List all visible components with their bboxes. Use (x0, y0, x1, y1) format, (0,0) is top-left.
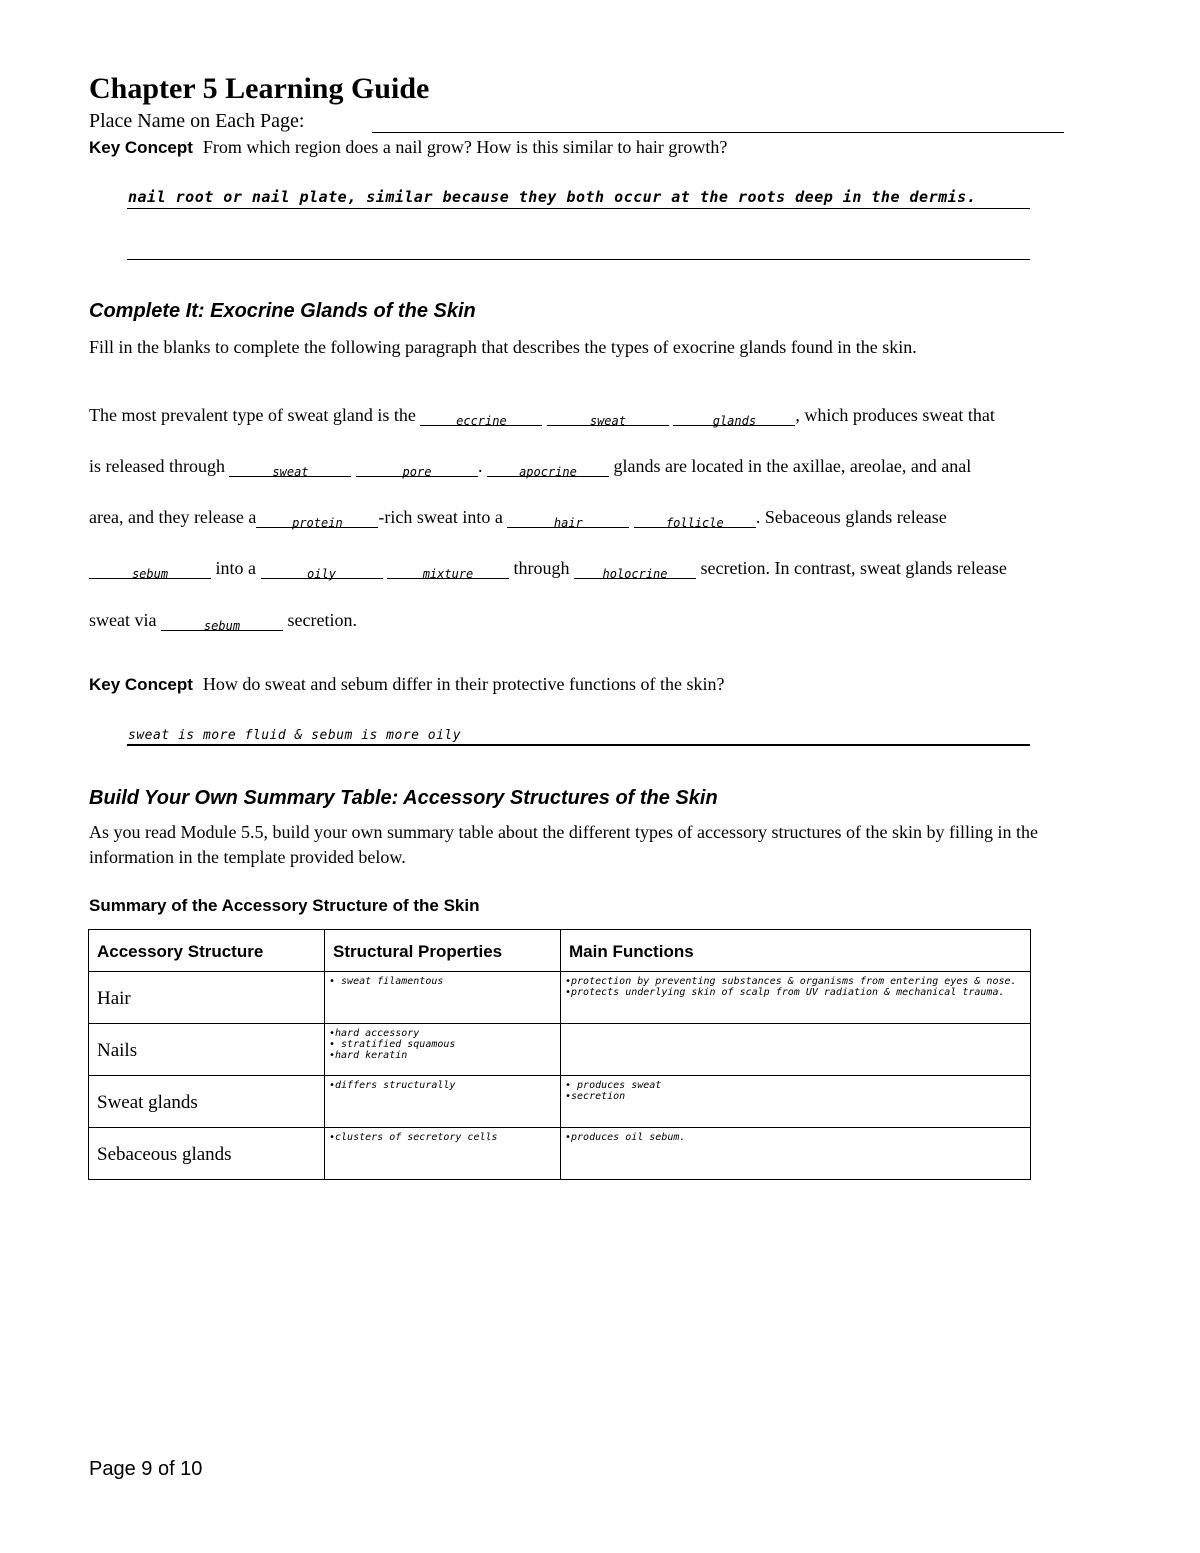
accessory-structures-table (88, 929, 1031, 1180)
cell-entry: •protects underlying skin of scalp from UV radiation & mechanical trauma. (565, 987, 1005, 998)
table-caption: Summary of the Accessory Structure of the Skin (89, 896, 480, 915)
blank-9[interactable] (634, 507, 756, 528)
cell-entry: • sweat filamentous (329, 976, 444, 987)
blank-1[interactable] (420, 405, 542, 426)
section-heading-exocrine: Complete It: Exocrine Glands of the Skin (89, 300, 476, 322)
table-header: Accessory Structure (89, 930, 325, 972)
cell-entry: •hard keratin (329, 1050, 408, 1061)
paragraph-line-4 (89, 558, 1007, 579)
paragraph-text: , which produces sweat that (795, 405, 995, 425)
name-line[interactable] (372, 132, 1064, 133)
paragraph-text: sweat via (89, 610, 157, 630)
blank-answer: mixture (422, 567, 474, 581)
paragraph-text: -rich sweat into a (378, 507, 503, 527)
blank-5[interactable] (356, 456, 478, 477)
page-number: Page 9 of 10 (89, 1458, 203, 1480)
properties-cell[interactable] (325, 972, 561, 1024)
blank-12[interactable] (387, 558, 509, 579)
paragraph-text: through (513, 558, 570, 578)
name-label: Place Name on Each Page: (89, 110, 305, 132)
table-header: Structural Properties (325, 930, 561, 972)
blank-2[interactable] (547, 405, 669, 426)
table-row (89, 1076, 1031, 1128)
blank-answer: pore (402, 465, 432, 479)
paragraph-text: secretion. In contrast, sweat glands release (700, 558, 1007, 578)
paragraph-line-3 (89, 507, 947, 528)
properties-cell[interactable] (325, 1024, 561, 1076)
paragraph-line-2 (89, 456, 971, 477)
table-row (89, 972, 1031, 1024)
paragraph-text: is released through (89, 456, 225, 476)
blank-13[interactable] (574, 558, 696, 579)
paragraph-text: area, and they release a (89, 507, 257, 527)
paragraph-line-1 (89, 405, 995, 426)
blank-answer: sebum (131, 567, 169, 581)
section-instructions: Fill in the blanks to complete the following paragraph that describes the types of exocrine glands found in the skin. (89, 337, 917, 357)
blank-10[interactable] (89, 558, 211, 579)
structure-cell: Sweat glands (89, 1076, 325, 1128)
answer-line-1[interactable] (127, 208, 1030, 209)
properties-cell[interactable] (325, 1076, 561, 1128)
key-concept-2 (89, 674, 724, 695)
key-concept-question: How do sweat and sebum differ in their protective functions of the skin? (202, 674, 725, 694)
key-concept-label: Key Concept (89, 138, 193, 157)
cell-entry: •differs structurally (329, 1080, 456, 1091)
table-header-row (89, 930, 1031, 972)
blank-answer: sebum (203, 619, 241, 633)
answer-line-3[interactable] (127, 744, 1030, 746)
cell-entry: •protection by preventing substances & organisms from entering eyes & nose. (565, 976, 1017, 987)
blank-answer: sweat (272, 465, 309, 479)
functions-cell[interactable] (561, 1076, 1031, 1128)
structure-cell: Nails (89, 1024, 325, 1076)
cell-entry: •hard accessory (329, 1028, 420, 1039)
table-row (89, 1024, 1031, 1076)
cell-entry: • produces sweat (565, 1080, 662, 1091)
paragraph-text: glands are located in the axillae, areolae, and anal (613, 456, 972, 476)
blank-3[interactable] (673, 405, 795, 426)
blank-answer: sweat (589, 414, 626, 428)
cell-entry: •produces oil sebum. (565, 1132, 686, 1143)
section-instructions: As you read Module 5.5, build your own summary table about the different types of accessory structures of the skin by filling in the information in the template provided below. (89, 822, 1038, 867)
blank-answer: holocrine (602, 567, 668, 581)
key-concept-1 (89, 137, 727, 158)
functions-cell[interactable] (561, 972, 1031, 1024)
kc2-answer: sweat is more fluid & sebum is more oily (128, 728, 462, 743)
paragraph-text: . (477, 456, 483, 476)
blank-answer: protein (292, 516, 343, 530)
cell-entry: •clusters of secretory cells (329, 1132, 498, 1143)
paragraph-text: secretion. (287, 610, 357, 630)
key-concept-question: From which region does a nail grow? How is this similar to hair growth? (202, 137, 728, 157)
blank-14[interactable] (161, 610, 283, 631)
blank-11[interactable] (261, 558, 383, 579)
structure-cell: Sebaceous glands (89, 1128, 325, 1180)
functions-cell[interactable] (561, 1128, 1031, 1180)
table-row (89, 1128, 1031, 1180)
page-title: Chapter 5 Learning Guide (89, 72, 430, 105)
functions-cell[interactable] (561, 1024, 1031, 1076)
structure-cell: Hair (89, 972, 325, 1024)
table-header: Main Functions (561, 930, 1031, 972)
cell-entry: • stratified squamous (329, 1039, 456, 1050)
section-heading-summary-table: Build Your Own Summary Table: Accessory Structures of the Skin (89, 787, 718, 809)
blank-6[interactable] (487, 456, 609, 477)
blank-answer: apocrine (519, 465, 577, 479)
blank-answer: glands (712, 414, 757, 428)
blank-7[interactable] (256, 507, 378, 528)
kc1-answer: nail root or nail plate, similar because they both occur at the roots deep in the dermis. (128, 188, 977, 206)
blank-answer: follicle (665, 516, 724, 530)
blank-answer: hair (553, 516, 583, 530)
paragraph-line-5 (89, 610, 357, 631)
cell-entry: •secretion (565, 1091, 626, 1102)
blank-8[interactable] (507, 507, 629, 528)
answer-line-2[interactable] (127, 259, 1030, 260)
blank-answer: oily (307, 567, 336, 581)
paragraph-text: . Sebaceous glands release (755, 507, 947, 527)
blank-answer: eccrine (456, 414, 507, 428)
blank-4[interactable] (229, 456, 351, 477)
properties-cell[interactable] (325, 1128, 561, 1180)
key-concept-label: Key Concept (89, 675, 193, 694)
paragraph-text: into a (215, 558, 256, 578)
paragraph-text: The most prevalent type of sweat gland is the (89, 405, 416, 425)
